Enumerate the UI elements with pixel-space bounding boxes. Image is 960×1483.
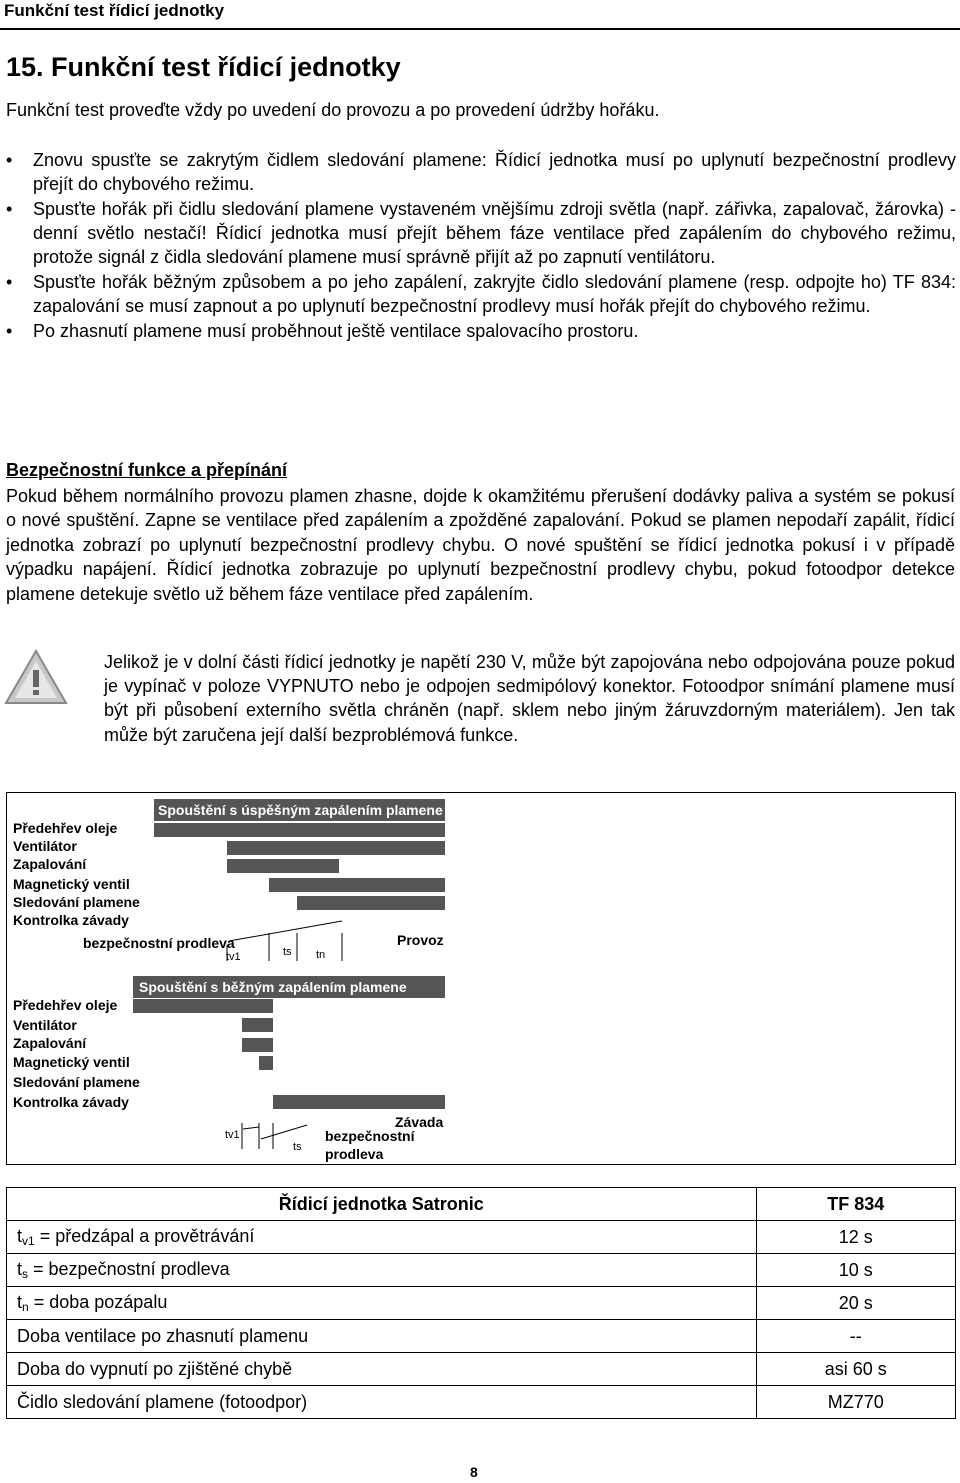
success-bar-flame (297, 896, 445, 910)
list-item: • Po zhasnutí plamene musí proběhnout ještě ventilace spalovacího prostoru. (6, 319, 956, 343)
running-header (0, 0, 960, 28)
list-item: • Znovu spusťte se zakrytým čidlem sledování plamene: Řídicí jednotka musí po uplynutí bezpečnostní prodlevy přejít do chybového režimu. (6, 148, 956, 196)
row-label: Magnetický ventil (13, 876, 130, 892)
safety-section-title: Bezpečnostní funkce a přepínání (6, 460, 288, 480)
tn-marker: tn (316, 949, 326, 961)
intro-paragraph: Funkční test proveďte vždy po uvedení do provozu a po provedení údržby hořáku. (6, 100, 660, 120)
timing-diagram-svg (7, 793, 955, 1164)
header-rule (0, 28, 960, 30)
table-header-row (7, 1188, 956, 1221)
list-item: • Spusťte hořák běžným způsobem a po jeho zapálení, zakryjte čidlo sledování plamene (resp. odpojte ho) TF 834: zapalování se musí zapnout a po uplynutí bezpečnostní prodlevy musí hořák přejít do chybového režimu. (6, 270, 956, 318)
row-label: Zapalování (13, 1035, 87, 1051)
tv1-marker: tv1 (226, 951, 241, 963)
timing-diagram (6, 792, 956, 1165)
failure-bar-valve (259, 1056, 273, 1070)
ts-marker: ts (283, 946, 292, 958)
row-label: Sledování plamene (13, 1074, 140, 1090)
success-bar-fan (227, 841, 445, 855)
operation-label: Provoz (397, 932, 444, 948)
failure-safety-label-1: bezpečnostní (325, 1128, 415, 1144)
table-row: Doba ventilace po zhasnutí plamenu -- (7, 1320, 956, 1353)
success-title: Spouštění s úspěšným zapálením plamene (158, 802, 443, 818)
warning-text: Jelikož je v dolní části řídicí jednotky je napětí 230 V, může být zapojována nebo odpojována pouze pokud je vypínač v poloze VYPNUTO nebo je odpojen sedmipólový konektor. Fotoodpor snímání plamene musí být při působení externího světla chráněn (např. sklem nebo jiným žáruvzdorným materiálem). Jen tak může být zaručena její další bezproblémová funkce. (104, 652, 955, 745)
row-label: Kontrolka závady (13, 1094, 129, 1110)
success-bar-ignition (227, 859, 339, 873)
row-label: Magnetický ventil (13, 1054, 130, 1070)
row-label: Předehřev oleje (13, 997, 118, 1013)
page-title: 15. Funkční test řídicí jednotky (6, 52, 401, 82)
table-row: Čidlo sledování plamene (fotoodpor) MZ770 (7, 1386, 956, 1419)
row-label: Zapalování (13, 856, 87, 872)
row-label: Předehřev oleje (13, 820, 118, 836)
failure-bar-fan (242, 1018, 273, 1032)
failure-ts-marker: ts (293, 1141, 302, 1153)
success-bar-valve (269, 878, 445, 892)
spec-table (6, 1187, 956, 1419)
table-header-cell: Řídicí jednotka Satronic (7, 1188, 757, 1221)
page-number: 8 (470, 1464, 478, 1480)
safety-period-label: bezpečnostní prodleva (83, 935, 235, 951)
table-header-cell: TF 834 (756, 1188, 955, 1221)
row-label: Sledování plamene (13, 894, 140, 910)
row-label: Ventilátor (13, 838, 77, 854)
failure-title: Spouštění s běžným zapálením plamene (139, 979, 407, 995)
list-item: • Spusťte hořák při čidlu sledování plamene vystaveném vnějšímu zdroji světla (např. zářivka, zapalovač, žárovka) - denní světlo nestačí! Řídicí jednotka musí přejít během fáze ventilace před zapálením do chybového režimu, protože signál z čidla sledování plamene musí správně přijít až po zapnutí ventilátoru. (6, 197, 956, 269)
test-steps-list (6, 148, 956, 344)
warning-triangle-icon (4, 648, 68, 706)
failure-bar-ignition (242, 1038, 273, 1052)
running-header-title: Funkční test řídicí jednotky (4, 1, 225, 20)
table-row: $t_n$ = doba pozápalu 20 s (7, 1287, 956, 1320)
row-label: Kontrolka závady (13, 912, 129, 928)
failure-safety-label-2: prodleva (325, 1146, 384, 1162)
fault-label: Závada (395, 1114, 444, 1130)
table-row: $t_s$ = bezpečnostní prodleva 10 s (7, 1254, 956, 1287)
table-row: $t_{v1}$ = předzápal a provětrávání 12 s (7, 1221, 956, 1254)
failure-bar-preheat (133, 999, 273, 1013)
row-label: Ventilátor (13, 1017, 77, 1033)
table-row: Doba do vypnutí po zjištěné chybě asi 60 s (7, 1353, 956, 1386)
success-bar-preheat (154, 823, 445, 837)
failure-bar-fault (273, 1095, 445, 1109)
failure-tv1-marker: tv1 (225, 1129, 240, 1141)
safety-section-body: Pokud během normálního provozu plamen zhasne, dojde k okamžitému přerušení dodávky paliva a systém se pokusí o nové spuštění. Zapne se ventilace před zapálením a zpožděné zapalování. Pokud se plamen nepodaří zapálit, řídicí jednotka zobrazí po uplynutí bezpečnostní prodlevy chybu. O nové spuštění se řídicí jednotka pokusí i v případě výpadku napájení. Řídicí jednotka zobrazuje po uplynutí bezpečnostní prodlevy chybu, pokud fotoodpor detekce plamene detekuje světlo už během fáze ventilace před zapálením. (6, 486, 955, 604)
